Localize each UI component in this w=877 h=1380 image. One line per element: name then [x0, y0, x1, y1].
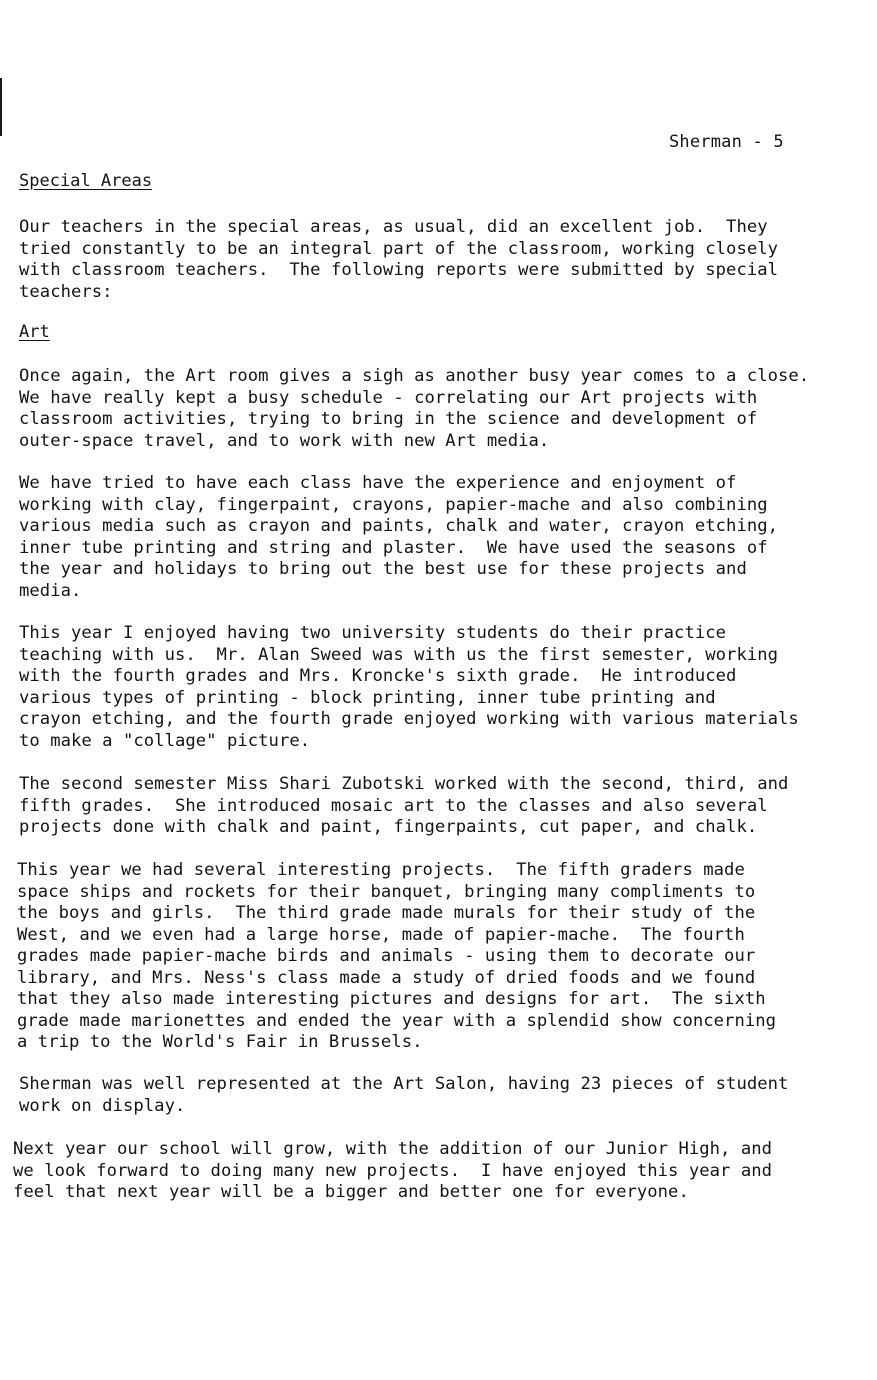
page-edge-mark: [0, 78, 2, 136]
art-paragraph: Sherman was well represented at the Art Salon, having 23 pieces of student work on display.: [19, 1074, 789, 1116]
art-paragraph: Once again, the Art room gives a sigh as another busy year comes to a close. We have really kept a busy schedule - correlating our Art projects with classroom activities, trying to bring in the science and development of outer-space travel, and to work with new Art media.: [19, 366, 810, 451]
art-paragraph: This year we had several interesting projects. The fifth graders made space ships and rockets for their banquet, bringing many compliments to the boys and girls. The third grade made murals for their study of the West, and we even had a large horse, made of papier-mache. The fourth grades made papier-mache birds and animals - using them to decorate our library, and Mrs. Ness's class made a study of dried foods and we found that they also made interesting pictures and designs for art. The sixth grade made marionettes and ended the year with a splendid show concerning a trip to the World's Fair in Brussels.: [17, 860, 777, 1052]
section-heading-special-areas: Special Areas: [19, 171, 153, 191]
section-heading-art: Art: [19, 322, 50, 342]
art-paragraph: We have tried to have each class have the experience and enjoyment of working with clay, fingerpaint, crayons, papier-mache and also combining various media such as crayon and paints, chalk and water, crayon etching, inner tube printing and string and plaster. We have used the seasons of the year and holidays to bring out the best use for these projects and media.: [19, 473, 779, 601]
art-paragraph: Next year our school will grow, with the addition of our Junior High, and we look forward to doing many new projects. I have enjoyed this year and feel that next year will be a bigger and better one for everyone.: [13, 1139, 773, 1202]
page-number: Sherman - 5: [669, 132, 784, 152]
art-paragraph: This year I enjoyed having two university students do their practice teaching with us. Mr. Alan Sweed was with us the first semester, working with the fourth grades and Mrs. Kroncke's sixth grade. He introduced various types of printing - block printing, inner tube printing and crayon etching, and the fourth grade enjoyed working with various materials to make a "collage" picture.: [19, 623, 799, 751]
art-paragraph: The second semester Miss Shari Zubotski worked with the second, third, and fifth grades. She introduced mosaic art to the classes and also several projects done with chalk and paint, fingerpaints, cut paper, and chalk.: [19, 774, 789, 837]
special-areas-intro-paragraph: Our teachers in the special areas, as usual, did an excellent job. They tried constantly to be an integral part of the classroom, working closely with classroom teachers. The following reports were submitted by special teachers:: [19, 217, 779, 302]
